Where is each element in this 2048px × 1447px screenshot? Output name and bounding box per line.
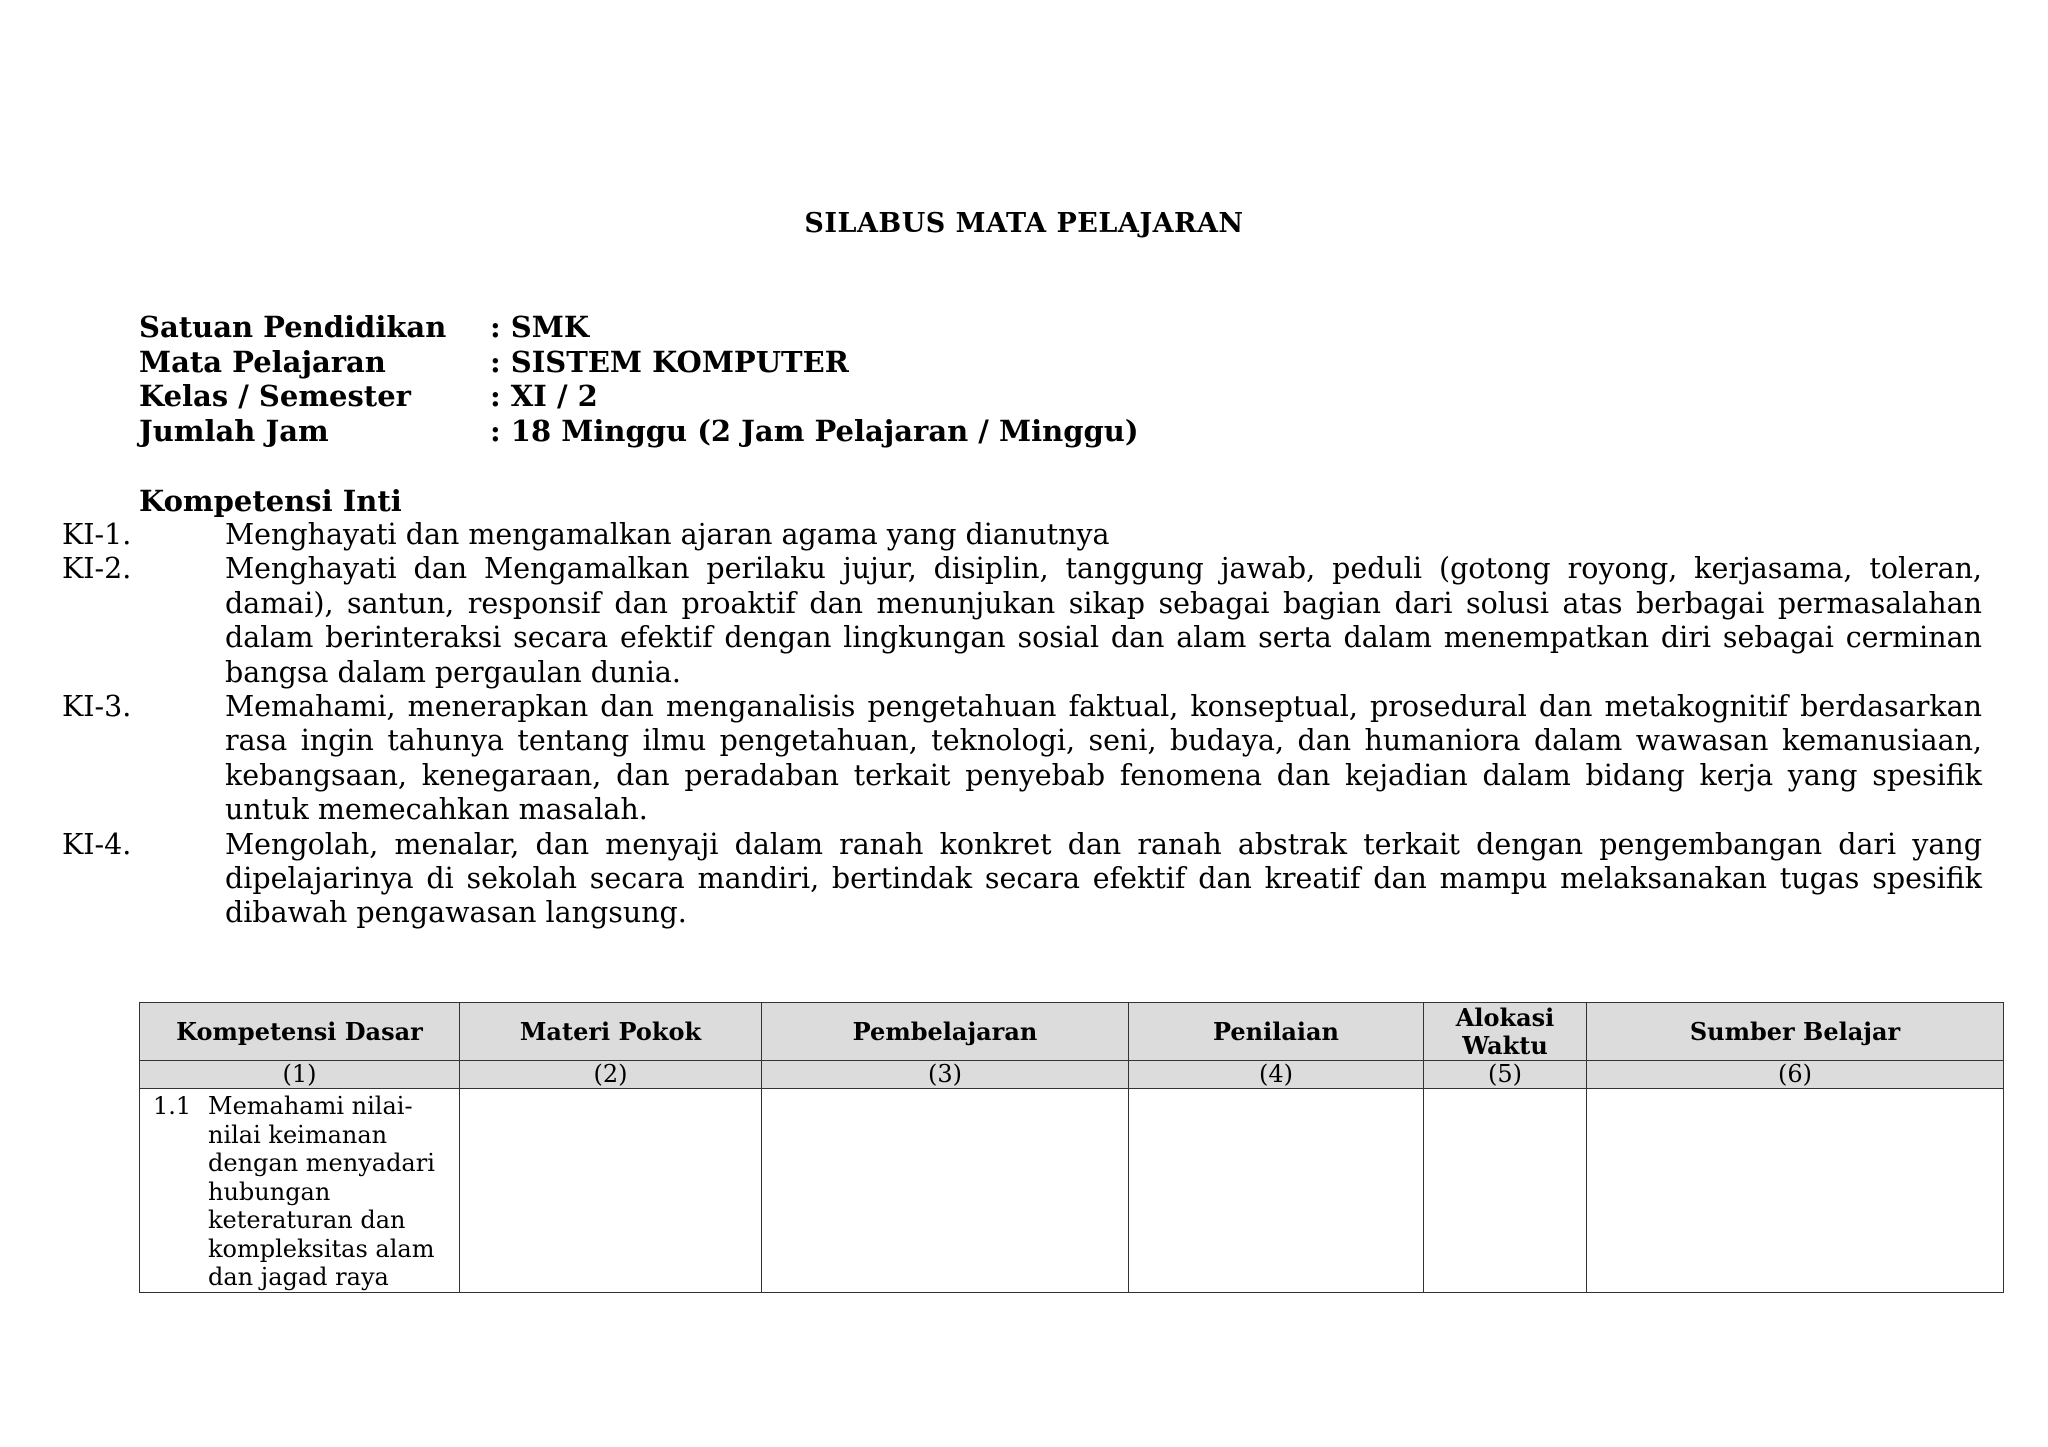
ki-text: Mengolah, menalar, dan menyaji dalam ranah konkret dan ranah abstrak terkait dengan pengembangan dari yang dipelajarinya di sekolah secara mandiri, bertindak secara efektif dan kreatif dan mampu melaksanakan tugas spesifik dibawah pengawasan langsung. [225,827,1982,930]
column-header-kompetensi-dasar: Kompetensi Dasar [140,1003,460,1061]
identity-value: : XI / 2 [490,379,598,413]
alokasi-waktu-cell [1424,1089,1587,1293]
identity-row-kelas [139,379,1139,414]
table-number-row [140,1061,2004,1089]
identity-row-jam [139,414,1139,449]
ki-item [62,552,1982,690]
ki-text: Menghayati dan Mengamalkan perilaku jujur, disiplin, tanggung jawab, peduli (gotong royong, kerjasama, toleran, damai), santun, responsif dan proaktif dan menunjukan sikap sebagai bagian dari solusi atas berbagai permasalahan dalam berinteraksi secara efektif dengan lingkungan sosial dan alam serta dalam menempatkan diri sebagai cerminan bangsa dalam pergaulan dunia. [225,552,1982,689]
ki-code: KI-1. [62,518,132,551]
kompetensi-inti-heading: Kompetensi Inti [139,484,402,518]
column-number: (6) [1587,1061,2004,1089]
kompetensi-dasar-cell [140,1089,460,1293]
sumber-belajar-cell [1587,1089,2004,1293]
column-header-alokasi-waktu: Alokasi Waktu [1424,1003,1587,1061]
ki-item [62,828,1982,931]
ki-item [62,518,1982,552]
identity-row-satuan [139,310,1139,345]
kompetensi-inti-list [62,518,1982,931]
column-number: (3) [762,1061,1129,1089]
identity-value: : 18 Minggu (2 Jam Pelajaran / Minggu) [490,413,1139,448]
identity-block [139,310,1139,448]
kd-text: Memahami nilai-nilai keimanan dengan menyadari hubungan keteraturan dan kompleksitas alam dan jagad raya [208,1092,435,1291]
ki-code: KI-2. [62,552,132,586]
kd-number: 1.1 [153,1092,192,1120]
column-number: (4) [1129,1061,1424,1089]
ki-text: Menghayati dan mengamalkan ajaran agama yang dianutnya [225,518,1110,551]
identity-label: Kelas / Semester [139,379,411,413]
ki-code: KI-4. [62,827,132,861]
table-header-row [140,1003,2004,1061]
identity-label: Satuan Pendidikan [139,310,447,344]
ki-text: Memahami, menerapkan dan menganalisis pengetahuan faktual, konseptual, prosedural dan metakognitif berdasarkan rasa ingin tahunya tentang ilmu pengetahuan, teknologi, seni, budaya, dan humaniora dalam wawasan kemanusiaan, kebangsaan, kenegaraan, dan peradaban terkait penyebab fenomena dan kejadian dalam bidang kerja yang spesifik untuk memecahkan masalah. [225,690,1982,827]
ki-item [62,690,1982,828]
column-number: (2) [460,1061,762,1089]
document-title: SILABUS MATA PELAJARAN [804,208,1244,239]
column-header-penilaian: Penilaian [1129,1003,1424,1061]
identity-row-mapel [139,345,1139,380]
column-header-pembelajaran: Pembelajaran [762,1003,1129,1061]
identity-value: : SISTEM KOMPUTER [490,344,849,379]
column-number: (5) [1424,1061,1587,1089]
table-row [140,1089,2004,1293]
column-header-materi-pokok: Materi Pokok [460,1003,762,1061]
ki-code: KI-3. [62,690,132,724]
materi-pokok-cell [460,1089,762,1293]
identity-label: Mata Pelajaran [139,344,386,379]
pembelajaran-cell [762,1089,1129,1293]
column-number: (1) [140,1061,460,1089]
identity-label: Jumlah Jam [139,413,329,448]
identity-value: : SMK [490,310,590,344]
syllabus-table [139,1002,2004,1293]
column-header-sumber-belajar: Sumber Belajar [1587,1003,2004,1061]
penilaian-cell [1129,1089,1424,1293]
